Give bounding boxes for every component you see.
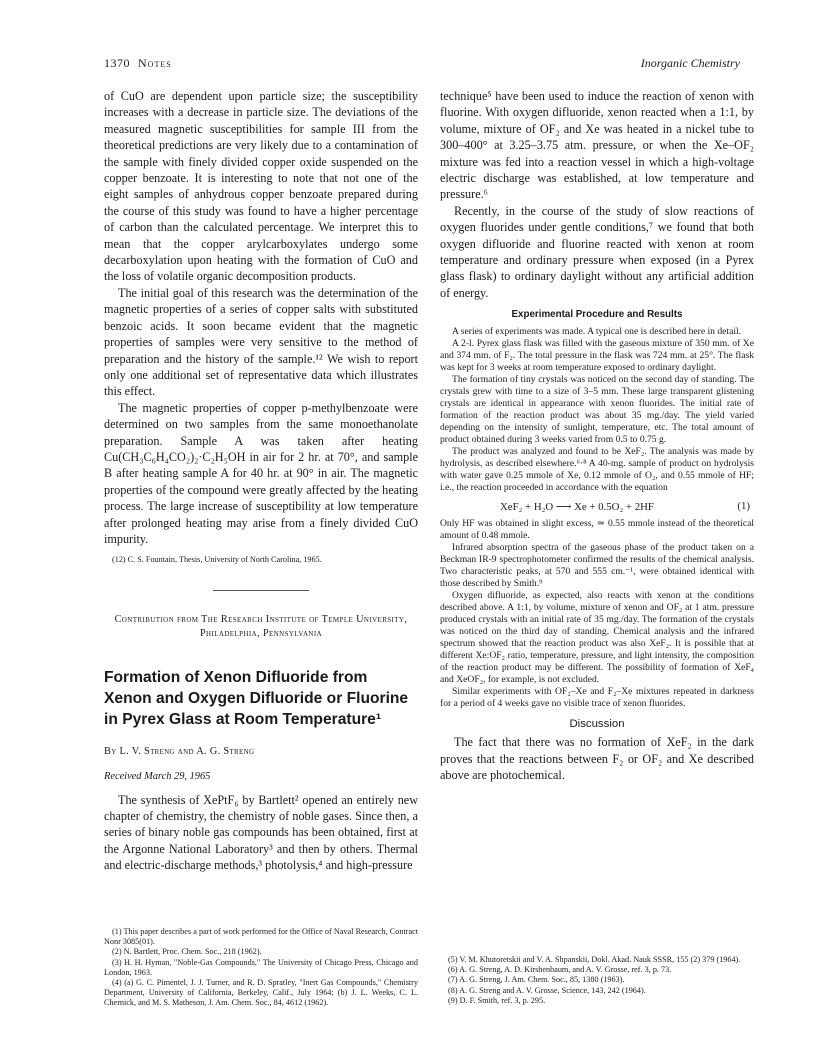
footnote: (4) (a) G. C. Pimentel, J. J. Turner, and R. D. Spratley, "Inert Gas Compounds," Chemistry Department, University of California, Berkeley, Calif., July 1964; (b) J. L. Weeks, C. L. Chernick, and M. S. Matheson, J. Am. Chem. Soc., 84, 4612 (1962). bbox=[104, 978, 418, 1008]
footnote: (7) A. G. Streng, J. Am. Chem. Soc., 85, 1380 (1963). bbox=[448, 975, 625, 985]
right-footnotes bbox=[440, 955, 754, 1006]
body-paragraph: The initial goal of this research was the determination of the magnetic properties of a series of copper salts with substituted benzoic acids. It soon became evident that the magnetic properties of samples were very sensitive to the method of preparation and the history of the sample.¹² We wish to report only one additional set of representative data which illustrates this effect. bbox=[104, 285, 418, 399]
equation-number: (1) bbox=[737, 500, 750, 513]
experimental-paragraph: Oxygen difluoride, as expected, also reacts with xenon at the conditions described above. A 1:1, by volume, mixture of xenon and OF₂ at 1 atm. pressure produced crystals with an initial rate of 35 mg./day. The formation of the crystals was noticed on the third day of standing. Chemical analysis and the infrared spectrum showed that the reaction product was also XeF₂. It is possible that at different Xe:OF₂ ratio, temperature, pressure, and light intensity, the composition of the reaction product may be different. The possibility of formation of XeF₄ and XeOF₂, for example, is not excluded. bbox=[440, 590, 754, 686]
footnote: (9) D. F. Smith, ref. 3, p. 295. bbox=[448, 995, 546, 1005]
byline: By L. V. Streng and A. G. Streng bbox=[104, 745, 255, 757]
received-date: Received March 29, 1965 bbox=[104, 770, 211, 782]
footnote: (1) This paper describes a part of work performed for the Office of Naval Research, Contract Nonr 3085(01). bbox=[104, 927, 418, 947]
body-paragraph: of CuO are dependent upon particle size; the susceptibility increases with a decrease in particle size. The deviations of the measured magnetic susceptibilities for sample III from the theoretical predictions are very likely due to a contamination of the sample with finely divided copper oxide suspended on the copper benzoate. It is interesting to note that not one of the eight samples of anhydrous copper benzoate prepared during the course of this study was found to have a higher percentage of carbon than the calculated percentage. We interpret this to mean that the copper arylcarboxylates undergo some decarboxylation upon heating with the formation of CuO and the loss of volatile organic decomposition products. bbox=[104, 89, 418, 284]
footnote: (2) N. Bartlett, Proc. Chem. Soc., 218 (1962). bbox=[112, 947, 262, 957]
intro-paragraph: The synthesis of XePtF₆ by Bartlett² opened an entirely new chapter of chemistry, the chemistry of noble gases. Since then, a series of binary noble gas compounds has been obtained, first at the Argonne National Laboratory³ and then by others. Thermal and electric-discharge methods,³ photolysis,⁴ and high-pressure bbox=[104, 792, 418, 873]
experimental-paragraph: Only HF was obtained in slight excess, ≃ 0.55 mmole instead of the theoretical amount of 0.48 mmole. bbox=[440, 518, 754, 542]
page-number: 1370 bbox=[104, 56, 130, 70]
experimental-heading: Experimental Procedure and Results bbox=[511, 309, 683, 321]
experimental-paragraph: The formation of tiny crystals was noticed on the second day of standing. The crystals grew with time to a size of 3–5 mm. These large transparent glistening crystals are identical in appearance with xenon fluorides. The initial rate of formation of the reaction product was about 35 mg./day. The yield varied depending on the intensity of sunlight, temperature, etc. The total amount of product obtained during 3 weeks varied from 0.5 to 0.75 g. bbox=[440, 374, 754, 446]
experimental-paragraph: A series of experiments was made. A typical one is described here in detail. bbox=[452, 326, 742, 338]
left-column bbox=[104, 88, 418, 874]
left-footnotes bbox=[104, 927, 418, 1009]
section-label: Notes bbox=[138, 56, 172, 70]
right-column bbox=[440, 88, 754, 784]
body-paragraph: Recently, in the course of the study of slow reactions of oxygen fluorides under gentle conditions,⁷ we found that both oxygen difluoride and fluorine reacted with xenon at room temperature and ordinary pressure when exposed (in a Pyrex glass flask) to ordinary daylight without any artificial addition of energy. bbox=[440, 203, 754, 300]
experimental-paragraph: Infrared absorption spectra of the gaseous phase of the product taken on a Beckman IR-9 spectrophotometer confirmed the results of the chemical analysis. Two characteristic peaks, at 570 and 555 cm.⁻¹, were obtained identical with those described by Smith.⁹ bbox=[440, 542, 754, 590]
article-title: Formation of Xenon Difluoride from Xenon and Oxygen Difluoride or Fluorine in Pyrex Glass at Room Temperature¹ bbox=[104, 668, 409, 728]
equation-1 bbox=[440, 498, 754, 516]
body-paragraph: The magnetic properties of copper p-methylbenzoate were determined on two samples from the same monoethanolate preparation. Sample A was taken after heating Cu(CH₃C₆H₄CO₂)₂·C₂H₅OH in air for 2 hr. at 70°, and sample B after heating sample A for 40 hr. at 90° in air. The magnetic properties of the compound were greatly affected by the heating process. The large increase of susceptibility at low temperature after prolonged heating may arise from a finely divided CuO impurity. bbox=[104, 400, 418, 546]
footnote: (8) A. G. Streng and A. V. Grosse, Science, 143, 242 (1964). bbox=[448, 985, 646, 995]
page-header bbox=[104, 56, 740, 72]
footnote: (5) V. M. Khutoretskii and V. A. Shpanskii, Dokl. Akad. Nauk SSSR, 155 (2) 379 (1964). bbox=[448, 955, 741, 964]
footnote: (3) H. H. Hyman, "Noble-Gas Compounds," The University of Chicago Press, Chicago and London, 1963. bbox=[104, 957, 418, 977]
discussion-paragraph: The fact that there was no formation of XeF₂ in the dark proves that the reactions between F₂ or OF₂ and Xe described above are photochemical. bbox=[440, 735, 754, 783]
experimental-paragraph: Similar experiments with OF₂–Xe and F₂–Xe mixtures repeated in darkness for a period of 4 weeks gave no visible trace of xenon fluorides. bbox=[440, 686, 754, 710]
experimental-paragraph: The product was analyzed and found to be XeF₂. The analysis was made by hydrolysis, as described elsewhere.⁶·⁸ A 40-mg. sample of product on hydrolysis with water gave 0.25 mmole of Xe, 0.12 mmole of O₂, and 0.55 mmole of HF; i.e., the reaction proceeded in accordance with the equation bbox=[440, 446, 754, 494]
equation-text: XeF₂ + H₂O ⟶ Xe + 0.5O₂ + 2HF bbox=[500, 501, 654, 514]
experimental-paragraph: A 2-l. Pyrex glass flask was filled with the gaseous mixture of 350 mm. of Xe and 374 mm. of F₂. The total pressure in the flask was 724 mm. at 25°. The flask was kept for 3 weeks at room temperature exposed to ordinary daylight. bbox=[440, 338, 754, 374]
body-paragraph: technique⁵ have been used to induce the reaction of xenon with fluorine. With oxygen difluoride, xenon reacted when a 1:1, by volume, mixture of OF₂ and Xe was heated in a nickel tube to 300–400° at 3.25–3.75 atm. pressure, or when the Xe–OF₂ mixture was fed into a reaction vessel in which a high-voltage electric discharge was established, at low temperature and pressure.⁶ bbox=[440, 89, 754, 202]
footnote-12: (12) C. S. Fountain, Thesis, University of North Carolina, 1965. bbox=[112, 555, 322, 565]
section-divider bbox=[213, 590, 309, 591]
journal-name: Inorganic Chemistry bbox=[640, 56, 740, 70]
footnote: (6) A. G. Streng, A. D. Kirshenbaum, and A. V. Grosse, ref. 3, p. 73. bbox=[448, 965, 672, 975]
contribution-line: Contribution from The Research Institute of Temple University, Philadelphia, Pennsylvania bbox=[114, 613, 408, 639]
discussion-heading: Discussion bbox=[569, 718, 625, 731]
